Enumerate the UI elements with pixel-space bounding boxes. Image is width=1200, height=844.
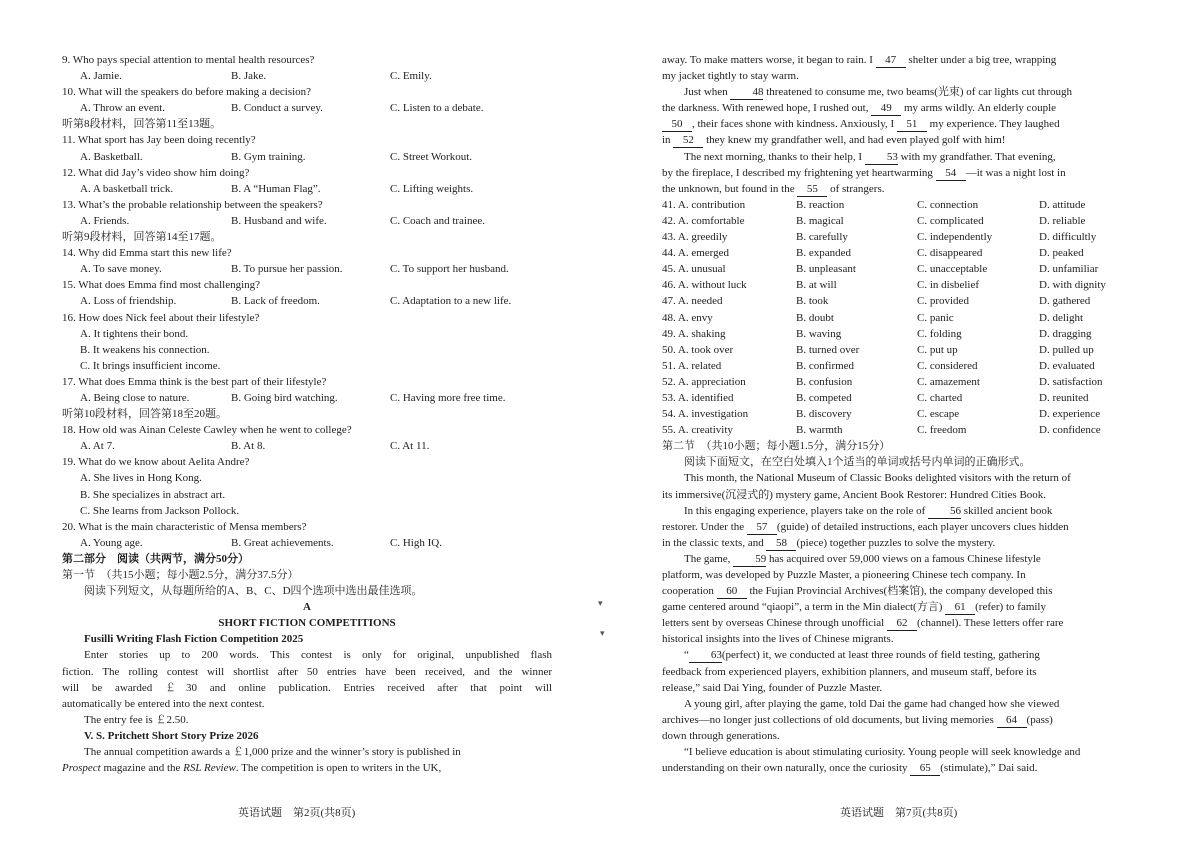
option-d: D. difficultly <box>1039 231 1097 244</box>
option-c: C. considered <box>917 359 978 372</box>
option-c: C. panic <box>917 311 954 324</box>
blank-56[interactable]: 56 <box>928 505 961 519</box>
option-b: B. discovery <box>796 408 852 421</box>
option-b: B. A “Human Flag”. <box>231 182 321 195</box>
section-heading-8: 听第8段材料，回答第11至13题。 <box>62 118 222 131</box>
text-span: The next morning, thanks to their help, I <box>684 150 863 163</box>
passage-letter: A <box>303 601 311 614</box>
text-line: A young girl, after playing the game, told Dai the game had changed how she viewed <box>684 697 1060 710</box>
option-c: C. She learns from Jackson Pollock. <box>80 504 240 517</box>
text-line <box>662 760 1150 776</box>
question-18-options <box>62 438 552 454</box>
option-d: D. peaked <box>1039 247 1084 260</box>
blank-60[interactable]: 60 <box>717 585 747 599</box>
options-row-51 <box>662 358 1150 374</box>
option-d: D. attitude <box>1039 198 1086 211</box>
text-span: away. To make matters worse, it began to rain. I <box>662 54 873 66</box>
option-a: 52. A. appreciation <box>662 375 746 388</box>
option-d: D. reunited <box>1039 391 1089 404</box>
text-line <box>662 132 1150 148</box>
subheading-pritchett: V. S. Pritchett Short Story Prize 2026 <box>84 729 259 742</box>
option-c: C. provided <box>917 295 969 308</box>
option-table <box>662 197 1150 438</box>
option-d: D. unfamiliar <box>1039 263 1099 276</box>
text-span: archives—no longer just collections of old documents, but living memories <box>662 713 994 726</box>
part-heading: 第二部分 阅读（共两节，满分50分） <box>62 552 249 565</box>
question-16: 16. How does Nick feel about their lifestyle? <box>62 311 260 324</box>
section-heading-10: 听第10段材料，回答第18至20题。 <box>62 408 227 421</box>
option-a: 50. A. took over <box>662 343 734 356</box>
option-d: D. gathered <box>1039 295 1091 308</box>
option-a: 42. A. comfortable <box>662 214 745 227</box>
option-b: B. confusion <box>796 375 853 388</box>
question-20: 20. What is the main characteristic of Mensa members? <box>62 520 307 533</box>
text-span: In this engaging experience, players take on the role of <box>684 504 926 517</box>
scan-mark: ▾ <box>600 628 605 638</box>
text-span: the unknown, but found in the <box>662 182 795 195</box>
question-11-options <box>62 149 552 165</box>
option-d: D. pulled up <box>1039 343 1094 356</box>
text-span: my experience. They laughed <box>929 118 1060 131</box>
text-line: automatically be entered into the next contest. <box>62 697 265 710</box>
option-c: C. Listen to a debate. <box>390 102 484 115</box>
option-b: B. expanded <box>796 247 851 260</box>
blank-49[interactable]: 49 <box>871 102 901 116</box>
option-b: B. To pursue her passion. <box>231 263 343 276</box>
blank-48[interactable]: 48 <box>730 86 763 100</box>
text-line: The annual competition awards a ￡1,000 prize and the winner’s story is published in <box>84 746 461 759</box>
option-d: D. delight <box>1039 311 1083 324</box>
text-line <box>662 647 1150 663</box>
option-b: B. magical <box>796 214 844 227</box>
text-span: the Fujian Provincial Archives(档案馆), the company developed this <box>749 585 1053 598</box>
option-a: 47. A. needed <box>662 295 723 308</box>
option-c: C. escape <box>917 408 960 421</box>
text-line <box>662 535 1150 551</box>
text-span: The game, <box>684 552 731 565</box>
question-17: 17. What does Emma think is the best part of their lifestyle? <box>62 375 327 388</box>
blank-64[interactable]: 64 <box>997 714 1027 728</box>
text-span: (guide) of detailed instructions, each player uncovers clues hidden <box>776 520 1069 533</box>
option-a: A. Being close to nature. <box>80 391 190 404</box>
question-12-options <box>62 181 552 197</box>
option-b: B. doubt <box>796 311 834 324</box>
magazine-name: RSL Review <box>183 762 236 775</box>
option-b: B. Gym training. <box>231 150 306 163</box>
text-span: they knew my grandfather well, and had even played golf with him! <box>706 134 1006 147</box>
option-a: A. It tightens their bond. <box>80 327 189 340</box>
option-c: C. High IQ. <box>390 536 442 549</box>
text-line <box>662 583 1150 599</box>
blank-54[interactable]: 54 <box>936 167 966 181</box>
question-17-options <box>62 390 552 406</box>
option-c: C. unacceptable <box>917 263 988 276</box>
text-line <box>662 615 1150 631</box>
option-a: A. Throw an event. <box>80 102 166 115</box>
text-span: in the classic texts, and <box>662 536 764 549</box>
text-line <box>662 52 1150 68</box>
entry-fee: The entry fee is ￡2.50. <box>84 713 189 726</box>
option-a: A. Loss of friendship. <box>80 295 177 308</box>
text-span: of strangers. <box>830 182 885 195</box>
text-span: game centered around “qiaopi”, a term in the Min dialect(方言) <box>662 601 943 614</box>
option-c: C. Coach and trainee. <box>390 214 485 227</box>
option-c: C. amazement <box>917 375 980 388</box>
option-c: C. complicated <box>917 214 984 227</box>
option-c: C. Emily. <box>390 70 432 83</box>
option-d: D. evaluated <box>1039 359 1095 372</box>
option-c: C. folding <box>917 327 962 340</box>
question-11: 11. What sport has Jay been doing recently? <box>62 134 256 147</box>
option-c: C. Street Workout. <box>390 150 473 163</box>
text-span: has acquired over 59,000 views on a famous Chinese lifestyle <box>768 552 1041 565</box>
text-line <box>662 149 1150 165</box>
option-a: 43. A. greedily <box>662 231 728 244</box>
text-line <box>662 84 1150 100</box>
text-span: magazine and the <box>100 762 184 775</box>
subheading-fusilli: Fusilli Writing Flash Fiction Competition 2025 <box>84 633 304 646</box>
blank-63[interactable]: 63 <box>689 649 722 663</box>
option-b: B. took <box>796 295 829 308</box>
option-c: C. It brings insufficient income. <box>80 359 221 372</box>
text-line: This month, the National Museum of Classic Books delighted visitors with the return of <box>684 472 1071 485</box>
section-heading: 第二节 （共10小题；每小题1.5分，满分15分） <box>662 440 891 453</box>
instructions: 阅读下列短文，从每题所给的A、B、C、D四个选项中选出最佳选项。 <box>84 585 423 598</box>
text-line: its immersive(沉浸式的) mystery game, Ancient Book Restorer: Hundred Cities Book. <box>662 488 1047 501</box>
text-span: (piece) together puzzles to solve the mystery. <box>796 536 996 549</box>
question-13: 13. What’s the probable relationship between the speakers? <box>62 198 323 211</box>
option-a: A. Basketball. <box>80 150 143 163</box>
blank-65[interactable]: 65 <box>910 762 940 776</box>
text-line: release,” said Dai Ying, founder of Puzzle Master. <box>662 681 883 694</box>
options-row-48 <box>662 310 1150 326</box>
text-line: will be awarded ￡30 and online publication. Entries received after that point will <box>62 681 552 694</box>
question-14-options <box>62 261 552 277</box>
option-c: C. put up <box>917 343 958 356</box>
page-footer-right: 英语试题 第7页(共8页) <box>840 807 958 819</box>
options-row-49 <box>662 326 1150 342</box>
option-a: 49. A. shaking <box>662 327 726 340</box>
option-b: B. It weakens his connection. <box>80 343 210 356</box>
option-c: C. in disbelief <box>917 279 980 292</box>
option-c: C. Having more free time. <box>390 391 506 404</box>
options-row-44 <box>662 245 1150 261</box>
option-b: B. Conduct a survey. <box>231 102 323 115</box>
option-b: B. carefully <box>796 231 848 244</box>
options-row-52 <box>662 374 1150 390</box>
text-line: “I believe education is about stimulating curiosity. Young people will seek knowledge and <box>684 746 1081 759</box>
options-row-47 <box>662 293 1150 309</box>
option-a: 46. A. without luck <box>662 279 747 292</box>
text-line: feedback from experienced players, exhibition planners, and museum staff, before its <box>662 665 1037 678</box>
left-page <box>62 52 552 776</box>
section-heading: 第一节 （共15小题；每小题2.5分，满分37.5分） <box>62 569 299 581</box>
text-span: cooperation <box>662 585 714 598</box>
option-d: D. experience <box>1039 408 1101 421</box>
option-d: D. reliable <box>1039 214 1086 227</box>
option-c: C. connection <box>917 198 979 211</box>
option-b: B. Husband and wife. <box>231 214 327 227</box>
option-d: D. with dignity <box>1039 279 1106 292</box>
option-a: A. Young age. <box>80 536 143 549</box>
text-line: platform, was developed by Puzzle Master, a pioneering Chinese tech company. In <box>662 569 1026 581</box>
text-span: (perfect) it, we conducted at least three rounds of field testing, gathering <box>721 649 1040 662</box>
options-row-54 <box>662 406 1150 422</box>
blank-52[interactable]: 52 <box>673 134 703 148</box>
question-10-options <box>62 100 552 116</box>
text-line: fiction. The rolling contest will shortlist after 50 entries have been received, and the winner <box>62 665 552 678</box>
question-14: 14. Why did Emma start this new life? <box>62 247 232 260</box>
blank-53[interactable]: 53 <box>865 151 898 165</box>
text-line: my jacket tightly to stay warm. <box>662 70 799 83</box>
option-b: B. competed <box>796 391 852 404</box>
option-b: B. Jake. <box>231 70 267 83</box>
option-c: C. charted <box>917 391 963 404</box>
option-b: B. reaction <box>796 198 845 211</box>
blank-51[interactable]: 51 <box>897 118 927 132</box>
option-c: C. To support her husband. <box>390 263 509 276</box>
options-row-45 <box>662 261 1150 277</box>
question-9-options <box>62 68 552 84</box>
text-span: understanding on their own naturally, once the curiosity <box>662 762 908 775</box>
text-span: in <box>662 134 671 147</box>
text-span: , their faces shone with kindness. Anxiously, I <box>692 118 895 131</box>
passage-title: SHORT FICTION COMPETITIONS <box>218 617 396 630</box>
options-row-53 <box>662 390 1150 406</box>
paragraph-fusilli <box>62 647 552 711</box>
text-line <box>662 165 1150 181</box>
option-a: 51. A. related <box>662 359 722 372</box>
text-line <box>662 551 1150 567</box>
text-span: by the fireplace, I described my frightening yet heartwarming <box>662 166 933 179</box>
option-b: B. confirmed <box>796 359 855 372</box>
text-line: down through generations. <box>662 729 780 742</box>
text-line: Enter stories up to 200 words. This contest is only for original, unpublished flash <box>84 649 552 662</box>
option-c: C. Lifting weights. <box>390 182 474 195</box>
section-heading-9: 听第9段材料，回答第14至17题。 <box>62 231 222 244</box>
magazine-name: Prospect <box>62 762 101 775</box>
text-span: restorer. Under the <box>662 520 745 533</box>
option-a: 48. A. envy <box>662 311 713 324</box>
blank-58[interactable]: 58 <box>766 537 796 551</box>
text-span: (stimulate),” Dai said. <box>940 762 1038 775</box>
text-span: the darkness. With renewed hope, I rushed out, <box>662 102 869 115</box>
option-a: A. At 7. <box>80 440 115 453</box>
question-9: 9. Who pays special attention to mental health resources? <box>62 54 315 66</box>
text-span: skilled ancient book <box>963 504 1053 517</box>
option-b: B. warmth <box>796 424 843 437</box>
option-c: C. freedom <box>917 424 967 437</box>
option-b: B. waving <box>796 327 842 340</box>
blank-50[interactable]: 50 <box>662 118 692 132</box>
option-a: 55. A. creativity <box>662 424 733 437</box>
text-span: shelter under a big tree, wrapping <box>908 54 1057 66</box>
text-line <box>662 712 1150 728</box>
blank-61[interactable]: 61 <box>945 601 975 615</box>
blank-55[interactable]: 55 <box>797 183 827 197</box>
option-c: C. Adaptation to a new life. <box>390 295 512 308</box>
options-row-43 <box>662 229 1150 245</box>
blank-59[interactable]: 59 <box>733 553 766 567</box>
option-a: A. She lives in Hong Kong. <box>80 472 202 485</box>
text-span: with my grandfather. That evening, <box>900 150 1056 163</box>
question-20-options <box>62 535 552 551</box>
option-c: C. disappeared <box>917 247 983 260</box>
text-line <box>662 100 1150 116</box>
question-18: 18. How old was Ainan Celeste Cawley when he went to college? <box>62 424 352 437</box>
page-footer-left: 英语试题 第2页(共8页) <box>238 807 356 819</box>
text-line <box>62 760 552 776</box>
options-row-55 <box>662 422 1150 438</box>
text-span: —it was a night lost in <box>965 166 1066 179</box>
text-span: (channel). These letters offer rare <box>916 617 1064 630</box>
option-d: D. dragging <box>1039 327 1092 340</box>
text-span: (pass) <box>1026 713 1053 726</box>
option-d: D. satisfaction <box>1039 375 1103 388</box>
option-a: 53. A. identified <box>662 391 734 404</box>
options-row-50 <box>662 342 1150 358</box>
option-b: B. turned over <box>796 343 860 356</box>
blank-57[interactable]: 57 <box>747 521 777 535</box>
options-row-41 <box>662 197 1150 213</box>
option-b: B. Going bird watching. <box>231 391 338 404</box>
question-10: 10. What will the speakers do before making a decision? <box>62 86 312 99</box>
option-a: A. To save money. <box>80 263 162 276</box>
text-span: (refer) to family <box>975 601 1046 614</box>
text-span: letters sent by overseas Chinese through unofficial <box>662 617 885 630</box>
option-b: B. Lack of freedom. <box>231 295 320 308</box>
option-b: B. She specializes in abstract art. <box>80 488 226 501</box>
option-a: 54. A. investigation <box>662 408 749 421</box>
option-a: A. A basketball trick. <box>80 182 174 195</box>
option-a: 45. A. unusual <box>662 263 726 276</box>
blank-62[interactable]: 62 <box>887 617 917 631</box>
options-row-46 <box>662 277 1150 293</box>
option-d: D. confidence <box>1039 424 1101 437</box>
text-span: threatened to consume me, two beams(光束) of car lights cut through <box>766 86 1072 99</box>
option-b: B. At 8. <box>231 440 266 453</box>
option-a: A. Friends. <box>80 214 130 227</box>
blank-47[interactable]: 47 <box>876 54 906 68</box>
instructions: 阅读下面短文，在空白处填入1个适当的单词或括号内单词的正确形式。 <box>684 456 1031 469</box>
question-19: 19. What do we know about Aelita Andre? <box>62 456 250 469</box>
option-a: A. Jamie. <box>80 70 122 83</box>
option-b: B. at will <box>796 279 837 292</box>
text-line <box>662 599 1150 615</box>
right-page <box>662 52 1150 776</box>
text-line <box>662 116 1150 132</box>
option-c: C. At 11. <box>390 440 430 453</box>
text-span: . The competition is open to writers in the UK, <box>235 762 442 775</box>
scan-mark: ▾ <box>598 598 603 608</box>
question-13-options <box>62 213 552 229</box>
text-span: “ <box>684 649 689 662</box>
option-a: 44. A. emerged <box>662 247 730 260</box>
text-line <box>662 503 1150 519</box>
options-row-42 <box>662 213 1150 229</box>
text-line <box>662 519 1150 535</box>
question-12: 12. What did Jay’s video show him doing? <box>62 166 250 179</box>
text-line <box>662 181 1150 197</box>
text-span: my arms wildly. An elderly couple <box>903 102 1057 115</box>
option-b: B. Great achievements. <box>231 536 334 549</box>
text-span: Just when <box>684 86 728 99</box>
option-a: 41. A. contribution <box>662 198 746 211</box>
question-15: 15. What does Emma find most challenging? <box>62 279 261 292</box>
text-line: historical insights into the lives of Chinese migrants. <box>662 633 894 646</box>
option-b: B. unpleasant <box>796 263 856 276</box>
question-15-options <box>62 293 552 309</box>
option-c: C. independently <box>917 231 993 244</box>
